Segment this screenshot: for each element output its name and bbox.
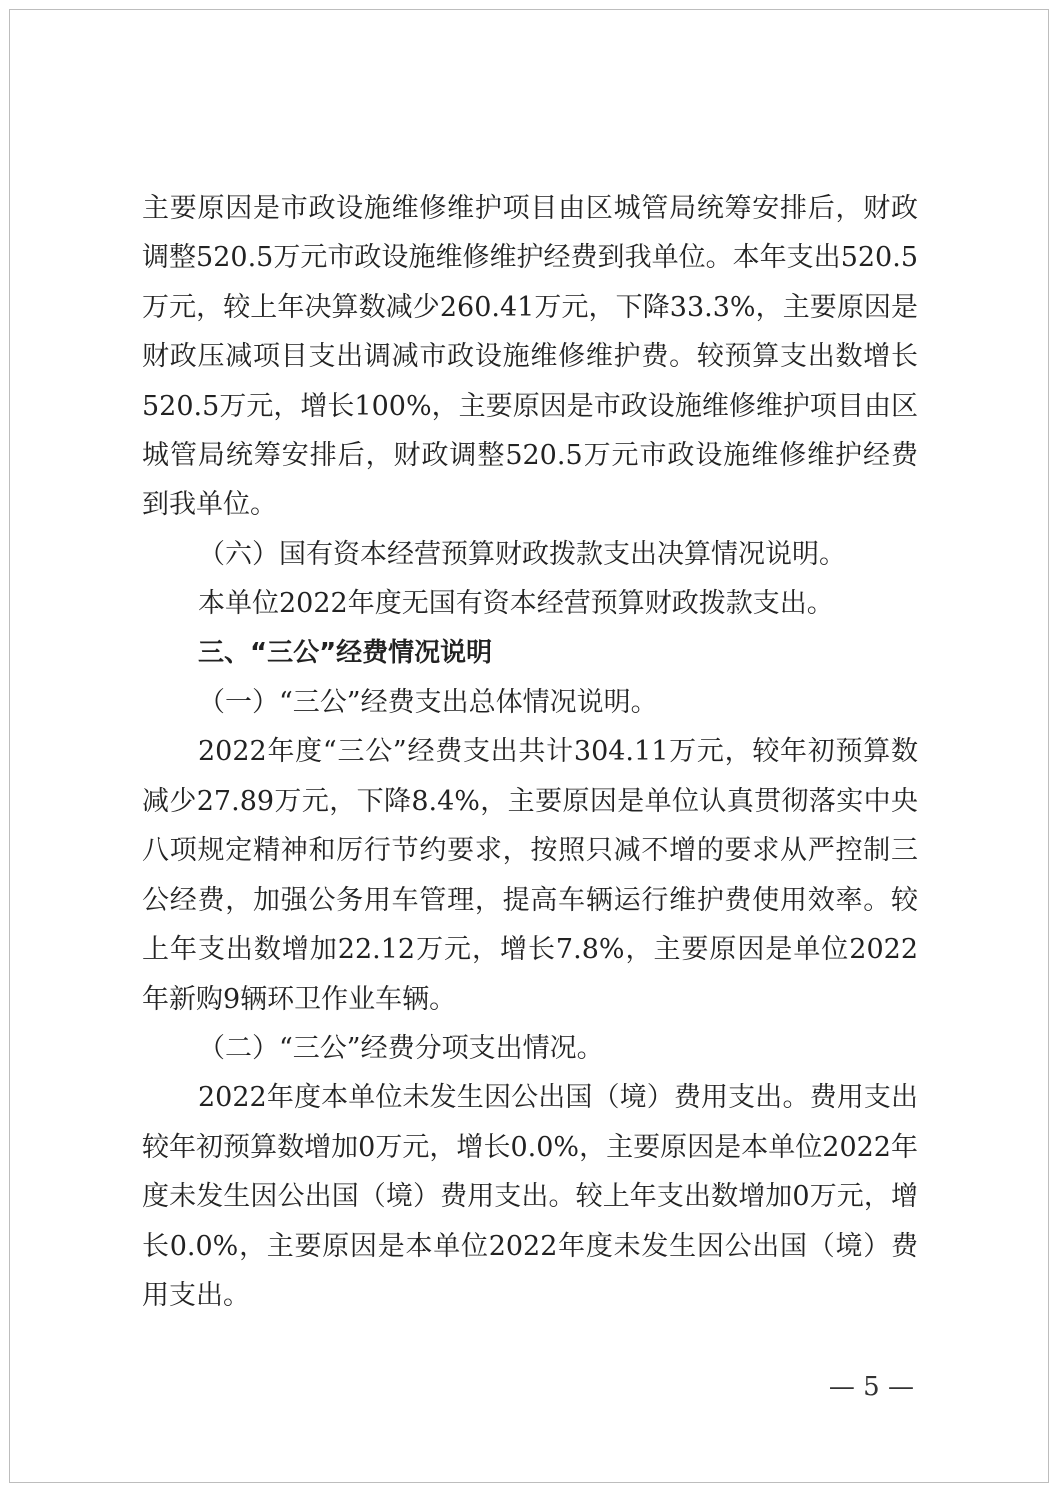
section-heading-three: 三、“三公”经费情况说明 [198,637,493,668]
paragraph-three-public-overall: 2022年度“三公”经费支出共计304.11万元，较年初预算数减少27.89万元，下降8.4%，主要原因是单位认真贯彻落实中央八项规定精神和厉行节约要求，按照只减不增的要求从严控制三公经费，加强公务用车管理，提高车辆运行维护费使用效率。较上年支出数增加22.12万元，增长7.8%，主要原因是单位2022年新购9辆环卫作业车辆。 [142,736,918,1015]
paragraph-continuation: 主要原因是市政设施维修维护项目由区城管局统筹安排后，财政调整520.5万元市政设施维修维护经费到我单位。本年支出520.5万元，较上年决算数减少260.41万元，下降33.3%，主要原因是财政压减项目支出调减市政设施维修维护费。较预算支出数增长520.5万元，增长100%，主要原因是市政设施维修维护项目由区城管局统筹安排后，财政调整520.5万元市政设施维修维护经费到我单位。 [142,193,918,521]
subheading-two: （二）“三公”经费分项支出情况。 [198,1032,604,1064]
document-body [142,184,918,1320]
paragraph-no-state-capital: 本单位2022年度无国有资本经营预算财政拨款支出。 [198,588,834,620]
page-number: — 5 — [828,1372,914,1402]
subheading-six: （六）国有资本经营预算财政拨款支出决算情况说明。 [198,538,846,570]
paragraph-overseas-expense: 2022年度本单位未发生因公出国（境）费用支出。费用支出较年初预算数增加0万元，增长0.0%，主要原因是本单位2022年度未发生因公出国（境）费用支出。较上年支出数增加0万元，增长0.0%，主要原因是本单位2022年度未发生因公出国（境）费用支出。 [142,1082,918,1311]
subheading-one: （一）“三公”经费支出总体情况说明。 [198,687,658,719]
